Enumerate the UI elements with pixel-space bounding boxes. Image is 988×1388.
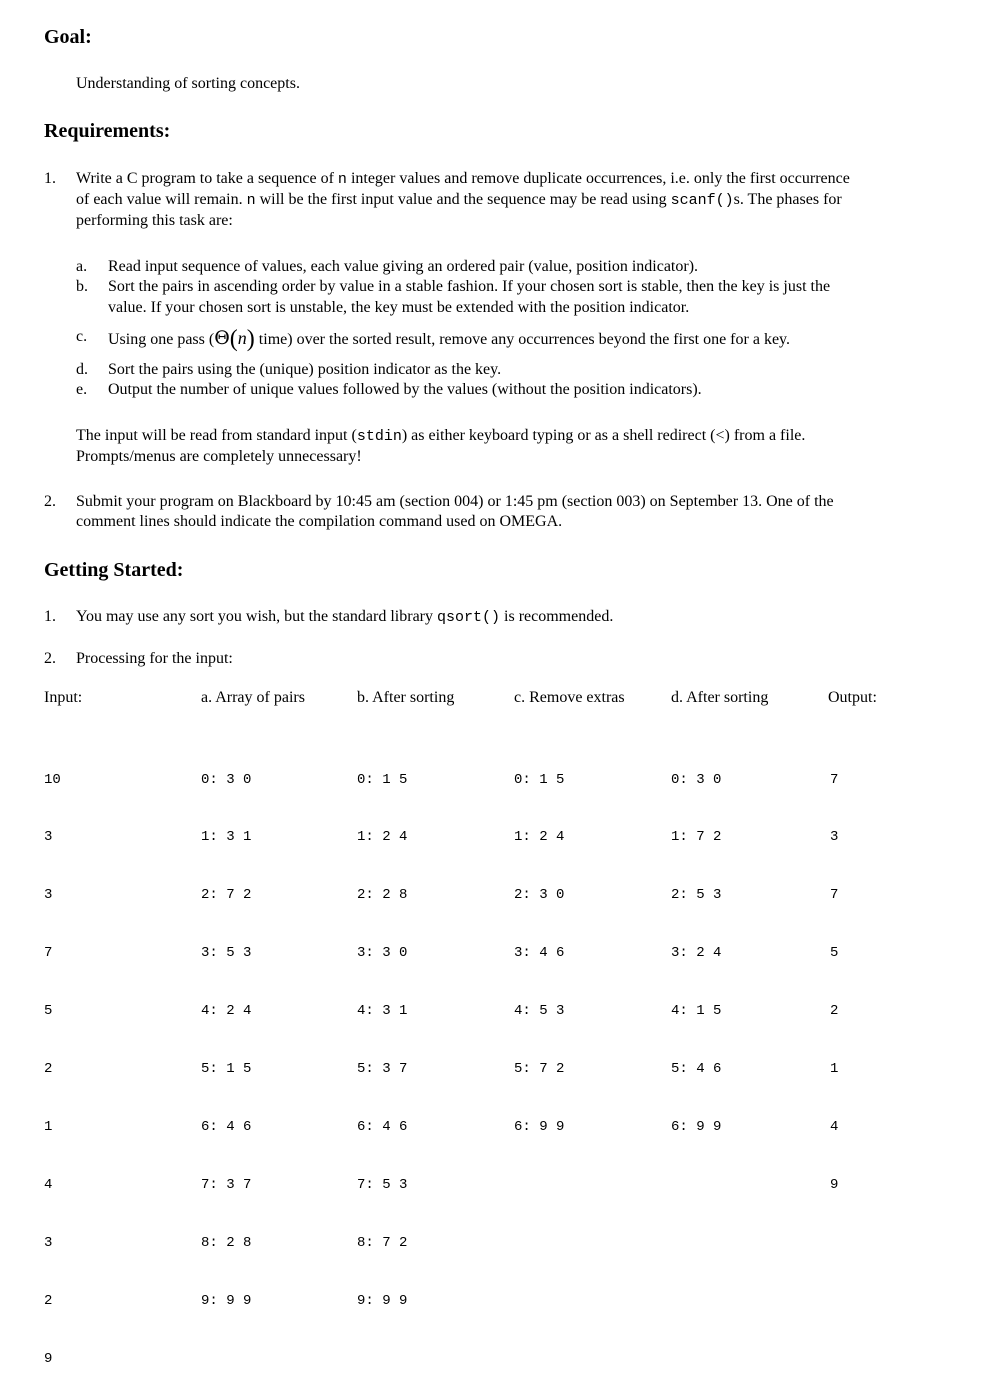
pair-row: 2: 2 8: [357, 887, 408, 904]
req-item1-t5: s. The phases for: [733, 191, 842, 208]
phase-c-pre: Using one pass (: [108, 331, 215, 348]
req-item2-line2: comment lines should indicate the compilation command used on OMEGA.: [76, 513, 563, 530]
req-item1-number: 1.: [44, 170, 56, 187]
output-value: 3: [830, 829, 839, 846]
input-note: [76, 426, 956, 467]
pair-row: 4: 5 3: [514, 1003, 565, 1020]
output-value: 7: [830, 771, 839, 788]
requirements-heading: Requirements:: [44, 120, 171, 142]
pair-row: 7: 5 3: [357, 1176, 408, 1193]
pair-row: 4: 1 5: [671, 1003, 722, 1020]
pair-row: 1: 2 4: [357, 829, 408, 846]
req-item1-t2: integer values and remove duplicate occurrences, i.e. only the first occurrence: [346, 170, 850, 187]
input-value: 3: [44, 887, 53, 904]
pair-row: 7: 3 7: [201, 1176, 252, 1193]
pair-row: 0: 1 5: [514, 771, 565, 788]
req-item2-number: 2.: [44, 493, 56, 510]
phase-b-line2: value. If your chosen sort is unstable, the key must be extended with the position indicator.: [108, 299, 690, 316]
pair-row: 2: 7 2: [201, 887, 252, 904]
output-value: 7: [830, 887, 839, 904]
phase-e-letter: e.: [76, 381, 88, 398]
header-input: Input:: [44, 689, 83, 706]
pair-row: 0: 3 0: [201, 771, 252, 788]
input-value: 2: [44, 1292, 53, 1309]
input-value: 3: [44, 1234, 53, 1251]
header-output: Output:: [828, 689, 877, 706]
pair-row: 5: 3 7: [357, 1061, 408, 1078]
input-note-t1: The input will be read from standard input (: [76, 427, 357, 444]
req-item1-code-scanf: scanf(): [670, 192, 734, 209]
output-value: 4: [830, 1118, 839, 1135]
pair-row: 1: 3 1: [201, 829, 252, 846]
column-input: [44, 732, 61, 1388]
req-item1-text: [76, 169, 956, 231]
pair-row: 2: 3 0: [514, 887, 565, 904]
header-array-of-pairs: a. Array of pairs: [201, 689, 305, 706]
req-item1-line3: performing this task are:: [76, 212, 233, 229]
pair-row: 8: 2 8: [201, 1234, 252, 1251]
req-item2-line1: Submit your program on Blackboard by 10:45 am (section 004) or 1:45 pm (section 003) on September 13. One of the: [76, 493, 834, 510]
paren-close: ): [246, 326, 255, 352]
phase-d-text: Sort the pairs using the (unique) position indicator as the key.: [108, 361, 502, 378]
pair-row: 1: 7 2: [671, 829, 722, 846]
req-item1-line1: [76, 169, 956, 190]
gs-item1-number: 1.: [44, 608, 56, 625]
input-value: 5: [44, 1003, 53, 1020]
pair-row: 6: 9 9: [671, 1118, 722, 1135]
input-note-line2: Prompts/menus are completely unnecessary!: [76, 448, 362, 465]
column-after-sorting-d: [671, 732, 721, 1157]
pair-row: 9: 9 9: [201, 1292, 252, 1309]
pair-row: 3: 5 3: [201, 945, 252, 962]
pair-row: 5: 4 6: [671, 1061, 722, 1078]
gs-item2-number: 2.: [44, 650, 56, 667]
pair-row: 5: 7 2: [514, 1061, 565, 1078]
input-value: 9: [44, 1350, 53, 1367]
req-item1-t4: will be the first input value and the sequence may be read using: [255, 191, 671, 208]
phase-a-text: Read input sequence of values, each value giving an ordered pair (value, position indicator).: [108, 258, 699, 275]
paren-open: (: [229, 326, 238, 352]
gs-item1-text: [76, 607, 613, 628]
column-array-of-pairs: [201, 732, 251, 1330]
phase-d-letter: d.: [76, 361, 88, 378]
input-value: 3: [44, 829, 53, 846]
goal-heading: Goal:: [44, 26, 92, 48]
phase-b-letter: b.: [76, 278, 88, 295]
header-remove-extras: c. Remove extras: [514, 689, 625, 706]
gs-item1-t2: is recommended.: [500, 608, 614, 625]
output-value: 5: [830, 945, 839, 962]
pair-row: 4: 2 4: [201, 1003, 252, 1020]
pair-row: 2: 5 3: [671, 887, 722, 904]
phase-b-line1: Sort the pairs in ascending order by value in a stable fashion. If your chosen sort is stable, then the key is just the: [108, 278, 831, 295]
pair-row: 6: 9 9: [514, 1118, 565, 1135]
phase-a-letter: a.: [76, 258, 88, 275]
pair-row: 1: 2 4: [514, 829, 565, 846]
output-value: 2: [830, 1003, 839, 1020]
req-item1-code-n: n: [337, 171, 347, 188]
pair-row: 3: 4 6: [514, 945, 565, 962]
input-note-t2: ) as either keyboard typing or as a shell redirect (<) from a file.: [401, 427, 806, 444]
pair-row: 6: 4 6: [201, 1118, 252, 1135]
pair-row: 0: 1 5: [357, 771, 408, 788]
phase-e-text: Output the number of unique values followed by the values (without the position indicators).: [108, 381, 702, 398]
header-after-sorting-d: d. After sorting: [671, 689, 769, 706]
header-after-sorting-b: b. After sorting: [357, 689, 455, 706]
theta-n: n: [237, 328, 247, 348]
input-note-code-stdin: stdin: [356, 428, 402, 445]
gs-item1-code-qsort: qsort(): [437, 609, 501, 626]
pair-row: 3: 3 0: [357, 945, 408, 962]
req-item1-t3: of each value will remain.: [76, 191, 247, 208]
pair-row: 5: 1 5: [201, 1061, 252, 1078]
req-item1-code-n2: n: [246, 192, 256, 209]
output-value: 9: [830, 1176, 839, 1193]
input-note-line1: [76, 426, 956, 447]
column-after-sorting-b: [357, 732, 407, 1330]
phase-c-letter: c.: [76, 328, 88, 345]
req-item1-t1: Write a C program to take a sequence of: [76, 170, 338, 187]
pair-row: 4: 3 1: [357, 1003, 408, 1020]
pair-row: 8: 7 2: [357, 1234, 408, 1251]
column-remove-extras: [514, 732, 564, 1157]
pair-row: 6: 4 6: [357, 1118, 408, 1135]
gs-item2-text: Processing for the input:: [76, 650, 233, 667]
input-value: 2: [44, 1061, 53, 1078]
goal-text: Understanding of sorting concepts.: [76, 75, 300, 92]
theta-symbol: Θ: [214, 327, 230, 349]
input-value: 7: [44, 945, 53, 962]
pair-row: 9: 9 9: [357, 1292, 408, 1309]
input-value: 4: [44, 1176, 53, 1193]
output-value: 1: [830, 1061, 839, 1078]
gs-item1-t1: You may use any sort you wish, but the standard library: [76, 608, 437, 625]
getting-started-heading: Getting Started:: [44, 559, 184, 581]
pair-row: 3: 2 4: [671, 945, 722, 962]
column-output: [830, 732, 847, 1214]
req-item1-line2: [76, 190, 956, 211]
phase-c-post: time) over the sorted result, remove any occurrences beyond the first one for a key.: [254, 331, 790, 348]
input-value: 1: [44, 1118, 53, 1135]
phase-c-text: [108, 327, 790, 350]
input-value: 10: [44, 771, 61, 788]
pair-row: 0: 3 0: [671, 771, 722, 788]
